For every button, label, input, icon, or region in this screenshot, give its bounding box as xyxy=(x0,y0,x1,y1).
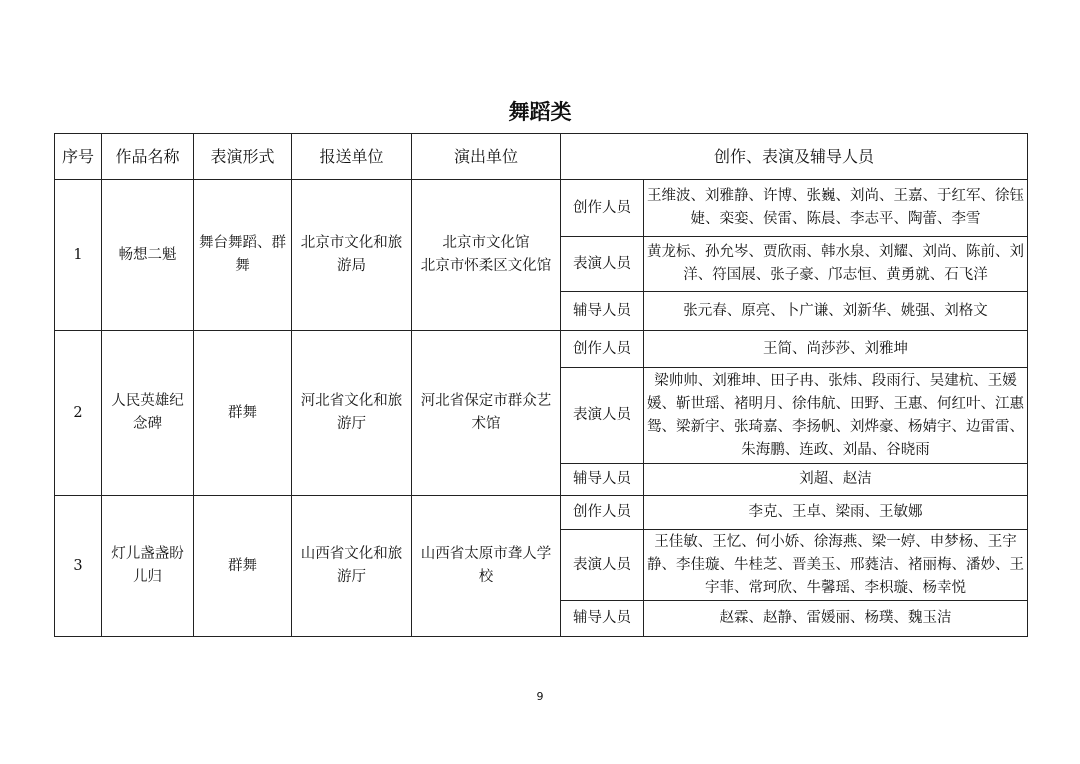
dance-award-table xyxy=(54,133,1028,637)
row-work-name: 畅想二魁 xyxy=(102,180,194,331)
performing-unit-line: 河北省保定市群众艺术馆 xyxy=(420,393,552,432)
row-index: 3 xyxy=(55,496,102,637)
row-submit-unit: 北京市文化和旅游局 xyxy=(292,180,412,331)
row-form: 舞台舞蹈、群舞 xyxy=(194,180,292,331)
row-work-name: 人民英雄纪念碑 xyxy=(102,331,194,496)
role-label-mentors: 辅导人员 xyxy=(561,464,644,496)
row-index: 1 xyxy=(55,180,102,331)
page-number: 9 xyxy=(536,690,544,703)
row-performing-unit xyxy=(412,496,561,637)
row-submit-unit: 山西省文化和旅游厅 xyxy=(292,496,412,637)
performers-list: 王佳敏、王忆、何小娇、徐海燕、梁一婷、申梦杨、王宇静、李佳璇、牛桂芝、晋美玉、邢蕤洁、褚丽梅、潘妙、王宇菲、常珂欣、牛馨瑶、李枳璇、杨幸悦 xyxy=(644,530,1028,601)
creators-list: 王维波、刘雅静、许博、张巍、刘尚、王嘉、于红军、徐钰婕、栾娈、侯雷、陈晨、李志平、陶蕾、李雪 xyxy=(644,180,1028,237)
row-performing-unit xyxy=(412,331,561,496)
header-form: 表演形式 xyxy=(194,134,292,180)
header-staff: 创作、表演及辅导人员 xyxy=(561,134,1028,180)
mentors-list: 张元春、原亮、卜广谦、刘新华、姚强、刘格文 xyxy=(644,292,1028,331)
header-row xyxy=(55,134,1028,180)
performing-unit-line: 北京市怀柔区文化馆 xyxy=(420,258,552,274)
mentors-list: 刘超、赵洁 xyxy=(644,464,1028,496)
row-index: 2 xyxy=(55,331,102,496)
header-index: 序号 xyxy=(55,134,102,180)
row-work-name: 灯儿盏盏盼儿归 xyxy=(102,496,194,637)
role-label-creators: 创作人员 xyxy=(561,331,644,368)
row-form: 群舞 xyxy=(194,331,292,496)
table-row xyxy=(55,180,1028,237)
header-performing-unit: 演出单位 xyxy=(412,134,561,180)
creators-list: 王简、尚莎莎、刘雅坤 xyxy=(644,331,1028,368)
performing-unit-line: 山西省太原市聋人学校 xyxy=(420,546,552,585)
role-label-creators: 创作人员 xyxy=(561,496,644,530)
table-row xyxy=(55,496,1028,530)
header-work-name: 作品名称 xyxy=(102,134,194,180)
performers-list: 黄龙标、孙允岑、贾欣雨、韩水泉、刘耀、刘尚、陈前、刘洋、符国展、张子豪、邝志恒、黄勇就、石飞洋 xyxy=(644,237,1028,292)
performers-list: 梁帅帅、刘雅坤、田子冉、张炜、段雨行、吴建杭、王媛媛、靳世瑶、褚明月、徐伟航、田野、王惠、何红叶、江惠鸳、梁新宇、张琦嘉、李扬帆、刘烨豪、杨婧宇、边雷雷、朱海鹏、连政、刘晶、谷晓雨 xyxy=(644,368,1028,464)
role-label-mentors: 辅导人员 xyxy=(561,601,644,637)
role-label-performers: 表演人员 xyxy=(561,368,644,464)
mentors-list: 赵霖、赵静、雷媛丽、杨璞、魏玉洁 xyxy=(644,601,1028,637)
role-label-performers: 表演人员 xyxy=(561,530,644,601)
role-label-creators: 创作人员 xyxy=(561,180,644,237)
row-submit-unit: 河北省文化和旅游厅 xyxy=(292,331,412,496)
role-label-mentors: 辅导人员 xyxy=(561,292,644,331)
page-title: 舞蹈类 xyxy=(508,100,572,124)
creators-list: 李克、王卓、梁雨、王敏娜 xyxy=(644,496,1028,530)
role-label-performers: 表演人员 xyxy=(561,237,644,292)
row-performing-unit xyxy=(412,180,561,331)
performing-unit-line: 北京市文化馆 xyxy=(442,235,530,251)
row-form: 群舞 xyxy=(194,496,292,637)
header-submit-unit: 报送单位 xyxy=(292,134,412,180)
table-row xyxy=(55,331,1028,368)
